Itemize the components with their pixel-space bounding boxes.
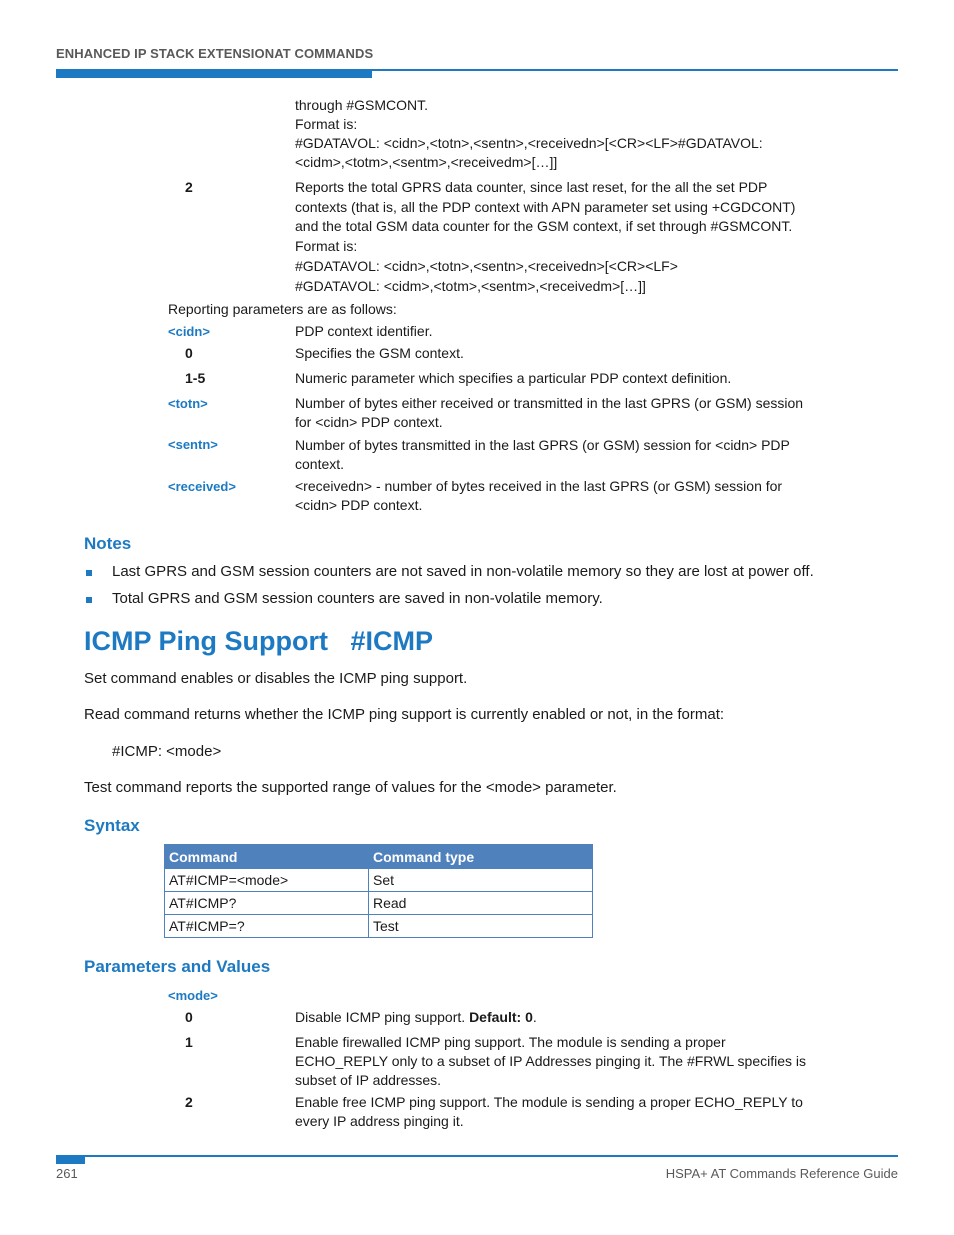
- cidn-value-0-desc: Specifies the GSM context.: [295, 345, 464, 361]
- icmp-read-format: #ICMP: <mode>: [112, 743, 222, 760]
- table-cell: Read: [369, 892, 593, 915]
- table-row: [165, 915, 593, 938]
- table-cell: Test: [369, 915, 593, 938]
- note-item: Total GPRS and GSM session counters are saved in non-volatile memory.: [112, 590, 603, 607]
- page-number: 261: [56, 1166, 78, 1181]
- guide-title: HSPA+ AT Commands Reference Guide: [665, 1166, 898, 1181]
- cidn-value-0: 0: [185, 345, 193, 361]
- icmp-test-desc: Test command reports the supported range of values for the <mode> parameter.: [84, 779, 617, 796]
- cidn-value-1-5: 1-5: [185, 370, 206, 386]
- table-row: [165, 892, 593, 915]
- mode-value-2: 2: [185, 1094, 193, 1110]
- page-title: ICMP Ping Support #ICMP: [84, 626, 434, 656]
- mode-value-1-desc: Enable firewalled ICMP ping support. The module is sending a proper ECHO_REPLY only to a subset of IP Addresses pinging it. The #FRWL specifies is subset of IP addresses.: [295, 1034, 806, 1088]
- mode-value-0: 0: [185, 1009, 193, 1025]
- param-totn-desc: Number of bytes either received or transmitted in the last GPRS (or GSM) session for <cidn> PDP context.: [295, 395, 804, 430]
- param-received: <received>: [168, 479, 236, 494]
- mode-value-0-desc: Disable ICMP ping support. Default: 0.: [295, 1009, 537, 1025]
- header-accent-bar: [56, 69, 372, 78]
- syntax-table: [164, 844, 593, 938]
- table-row: [165, 869, 593, 892]
- param-cidn: <cidn>: [168, 324, 210, 339]
- table-cell: AT#ICMP?: [165, 892, 369, 915]
- syntax-heading: Syntax: [84, 816, 140, 835]
- param-mode: <mode>: [168, 988, 218, 1003]
- value-2-label: 2: [185, 179, 193, 195]
- column-header: Command type: [369, 845, 593, 869]
- cidn-value-1-5-desc: Numeric parameter which specifies a particular PDP context definition.: [295, 370, 732, 386]
- icmp-read-desc: Read command returns whether the ICMP ping support is currently enabled or not, in the format:: [84, 706, 725, 723]
- bullet-icon: [86, 597, 92, 603]
- table-cell: AT#ICMP=<mode>: [165, 869, 369, 892]
- params-heading: Parameters and Values: [84, 957, 271, 976]
- column-header: Command: [165, 845, 369, 869]
- mode-value-2-desc: Enable free ICMP ping support. The module is sending a proper ECHO_REPLY to every IP address pinging it.: [295, 1094, 803, 1129]
- param-totn: <totn>: [168, 396, 208, 411]
- param-sentn-desc: Number of bytes transmitted in the last GPRS (or GSM) session for <cidn> PDP context.: [295, 437, 790, 472]
- footer-accent-bar: [56, 1155, 85, 1164]
- table-cell: AT#ICMP=?: [165, 915, 369, 938]
- param-sentn: <sentn>: [168, 437, 218, 452]
- value1-description: through #GSMCONT. Format is: #GDATAVOL: <cidn>,<totn>,<sentn>,<receivedn>[<CR><LF>#GDATAVOL: <cidm>,<totm>,<sentm>,<receivedm>[…]]: [295, 97, 763, 170]
- note-item: Last GPRS and GSM session counters are not saved in non-volatile memory so they are lost at power off.: [112, 563, 814, 580]
- section-header: ENHANCED IP STACK EXTENSIONAT COMMANDS: [56, 46, 374, 61]
- reporting-intro: Reporting parameters are as follows:: [168, 301, 397, 317]
- icmp-set-desc: Set command enables or disables the ICMP ping support.: [84, 670, 468, 687]
- mode-value-1: 1: [185, 1034, 193, 1050]
- value2-description: Reports the total GPRS data counter, since last reset, for the all the set PDP contexts (that is, all the PDP context with APN parameter set using +CGDCONT) and the total GSM data counter for the GSM context, if set through #GSMCONT. Format is: #GDATAVOL: <cidn>,<totn>,<sentn>,<receivedn>[<CR><LF> #GDATAVOL: <cidm>,<totm>,<sentm>,<receivedm>[…]]: [295, 179, 796, 294]
- bullet-icon: [86, 570, 92, 576]
- param-received-desc: <receivedn> - number of bytes received in the last GPRS (or GSM) session for <cidn> PDP context.: [295, 478, 783, 513]
- notes-heading: Notes: [84, 534, 132, 553]
- param-cidn-desc: PDP context identifier.: [295, 323, 433, 339]
- table-cell: Set: [369, 869, 593, 892]
- footer-rule: [56, 1155, 898, 1157]
- table-header-row: [165, 845, 593, 869]
